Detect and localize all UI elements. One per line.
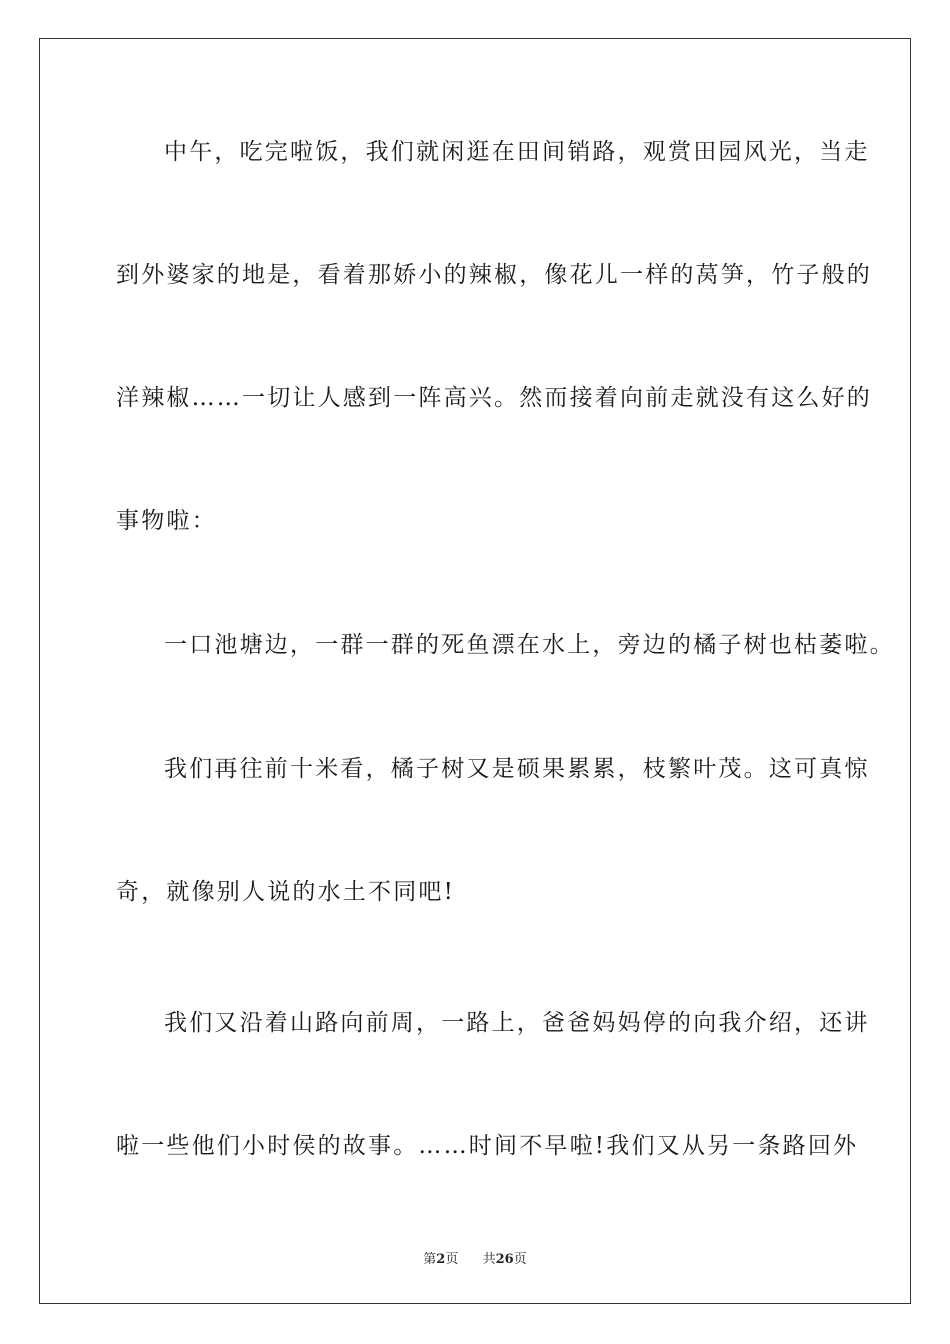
text-line: 一口池塘边，一群一群的死鱼漂在水上，旁边的橘子树也枯萎啦。 (164, 632, 895, 658)
text-line: 到外婆家的地是，看着那娇小的辣椒，像花儿一样的莴笋，竹子般的 (116, 262, 872, 288)
page-number: 2 (436, 1252, 446, 1267)
text-line: 洋辣椒……一切让人感到一阵高兴。然而接着向前走就没有这么好的 (116, 385, 872, 411)
text-line: 事物啦： (116, 508, 217, 534)
page-indicator (423, 1248, 458, 1267)
page-footer (0, 1248, 950, 1267)
total-prefix: 共 (482, 1252, 496, 1267)
total-suffix: 页 (513, 1252, 527, 1267)
text-line: 我们又沿着山路向前周，一路上，爸爸妈妈停的向我介绍，还讲 (164, 1010, 870, 1036)
text-line: 我们再往前十米看，橘子树又是硕果累累，枝繁叶茂。这可真惊 (164, 756, 870, 782)
text-line: 啦一些他们小时侯的故事。……时间不早啦!我们又从另一条路回外 (116, 1133, 859, 1159)
page-frame (39, 38, 911, 1304)
total-pages-indicator (483, 1248, 527, 1267)
total-pages: 26 (495, 1252, 514, 1267)
page-prefix: 第 (423, 1252, 437, 1267)
page-suffix: 页 (445, 1252, 459, 1267)
text-line: 奇，就像别人说的水土不同吧! (116, 879, 456, 905)
text-line: 中午，吃完啦饭，我们就闲逛在田间销路，观赏田园风光，当走 (164, 139, 870, 165)
